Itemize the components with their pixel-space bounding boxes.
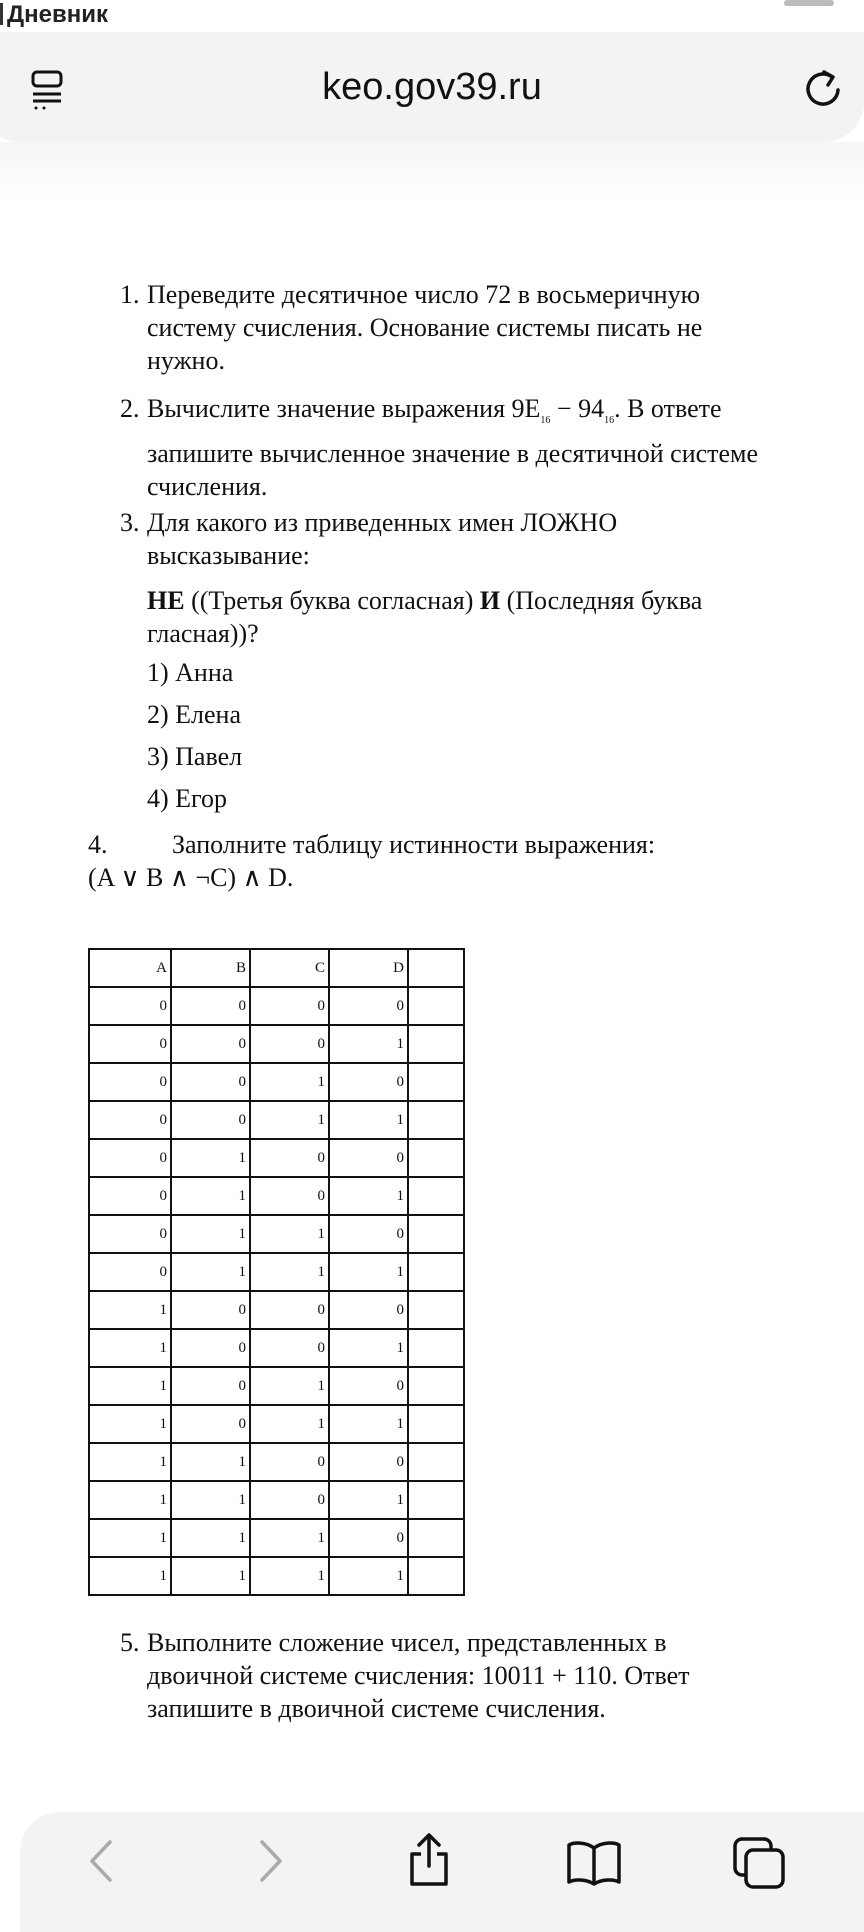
table-cell: 0 [250, 1177, 329, 1215]
table-row [89, 1405, 464, 1443]
table-cell: 0 [89, 1101, 171, 1139]
bookmarks-icon[interactable] [566, 1840, 616, 1890]
table-row [89, 1557, 464, 1595]
task-line: нужно. [147, 346, 225, 375]
task-line: Переведите десятичное число 72 в восьмеричную [147, 280, 701, 309]
table-row [89, 1367, 464, 1405]
table-cell[interactable] [408, 987, 464, 1025]
table-cell: 1 [329, 1557, 408, 1595]
table-row [89, 1443, 464, 1481]
option-1: 1) Анна [147, 658, 234, 687]
table-cell: 1 [250, 1405, 329, 1443]
table-row [89, 1063, 464, 1101]
table-cell: 0 [250, 987, 329, 1025]
table-cell: 0 [329, 1063, 408, 1101]
table-header-cell [408, 949, 464, 987]
table-cell: 0 [89, 1025, 171, 1063]
table-cell: 1 [329, 1101, 408, 1139]
spacer [147, 572, 847, 584]
task-line: гласная))? [147, 619, 259, 648]
truth-table [88, 948, 465, 1596]
table-cell: 0 [250, 1291, 329, 1329]
table-cell: 1 [250, 1215, 329, 1253]
expr-part: ((Третья буква согласная) [184, 586, 480, 615]
table-cell: 1 [89, 1329, 171, 1367]
table-cell: 1 [329, 1329, 408, 1367]
table-cell: 0 [171, 1101, 250, 1139]
table-row [89, 1253, 464, 1291]
task-line: высказывание: [147, 541, 310, 570]
task-line: счисления. [147, 472, 268, 501]
table-cell: 1 [171, 1557, 250, 1595]
expr-pre: Вычислите значение выражения 9E [147, 394, 541, 423]
table-cell: 0 [250, 1139, 329, 1177]
task-line: запишите вычисленное значение в десятичной системе [147, 439, 759, 468]
subscript: 16 [540, 415, 551, 426]
table-cell: 0 [89, 1063, 171, 1101]
table-row [89, 1025, 464, 1063]
task-text [147, 278, 847, 377]
task-line [147, 584, 847, 617]
table-cell: 1 [171, 1139, 250, 1177]
table-cell: 1 [329, 1481, 408, 1519]
table-row [89, 1291, 464, 1329]
table-cell: 1 [89, 1557, 171, 1595]
table-header-row [89, 949, 464, 987]
option-3: 3) Павел [147, 742, 243, 771]
table-row [89, 987, 464, 1025]
table-cell: 1 [171, 1215, 250, 1253]
task-number: 3. [120, 508, 140, 537]
status-app-label: Дневник [7, 1, 108, 28]
table-cell: 0 [329, 1291, 408, 1329]
task-expression: (A ∨ B ∧ ¬C) ∧ D. [88, 863, 294, 892]
forward-icon[interactable] [244, 1836, 294, 1886]
status-app-bar [0, 3, 3, 25]
url-text[interactable]: keo.gov39.ru [322, 66, 542, 108]
tabs-icon[interactable] [732, 1836, 782, 1886]
share-icon[interactable] [404, 1832, 454, 1882]
table-cell: 0 [250, 1481, 329, 1519]
address-bar-shadow [0, 142, 864, 202]
task-line: двоичной системе счисления: 10011 + 110. Ответ [147, 1661, 690, 1690]
table-cell: 1 [250, 1063, 329, 1101]
task-text: Заполните таблицу истинности выражения: [172, 830, 656, 859]
table-cell: 1 [89, 1291, 171, 1329]
table-row [89, 1481, 464, 1519]
table-cell: 0 [250, 1443, 329, 1481]
table-cell[interactable] [408, 1329, 464, 1367]
table-cell: 1 [250, 1253, 329, 1291]
table-cell: 0 [171, 1291, 250, 1329]
table-cell[interactable] [408, 1443, 464, 1481]
table-cell[interactable] [408, 1215, 464, 1253]
table-header-cell: A [89, 949, 171, 987]
option-4: 4) Егор [147, 784, 228, 813]
task-number: 4. [88, 830, 108, 859]
table-cell: 0 [171, 987, 250, 1025]
table-cell: 0 [89, 1177, 171, 1215]
table-cell: 1 [250, 1101, 329, 1139]
task-line: систему счисления. Основание системы писать не [147, 313, 703, 342]
table-row [89, 1101, 464, 1139]
table-cell[interactable] [408, 1557, 464, 1595]
option-2: 2) Елена [147, 700, 242, 729]
table-cell: 0 [171, 1063, 250, 1101]
table-cell[interactable] [408, 1291, 464, 1329]
table-row [89, 1329, 464, 1367]
table-cell[interactable] [408, 1253, 464, 1291]
table-cell: 1 [171, 1443, 250, 1481]
table-cell: 0 [89, 987, 171, 1025]
table-cell[interactable] [408, 1025, 464, 1063]
task-line: Выполните сложение чисел, представленных в [147, 1628, 667, 1657]
table-cell: 0 [89, 1253, 171, 1291]
table-header-cell: C [250, 949, 329, 987]
table-cell[interactable] [408, 1367, 464, 1405]
table-cell: 0 [89, 1215, 171, 1253]
table-cell[interactable] [408, 1405, 464, 1443]
expr-post: . В ответе [614, 394, 722, 423]
table-cell: 1 [171, 1177, 250, 1215]
table-cell: 1 [89, 1443, 171, 1481]
subscript: 16 [604, 415, 615, 426]
table-cell: 1 [329, 1253, 408, 1291]
task-text [147, 506, 847, 650]
table-row [89, 1215, 464, 1253]
table-cell[interactable] [408, 1139, 464, 1177]
task-text [147, 1626, 864, 1725]
table-cell: 1 [171, 1519, 250, 1557]
status-indicator [784, 0, 834, 6]
task-number: 5. [120, 1628, 140, 1657]
table-cell: 0 [329, 1443, 408, 1481]
table-row [89, 1139, 464, 1177]
table-cell: 1 [89, 1367, 171, 1405]
table-cell[interactable] [408, 1519, 464, 1557]
table-cell: 1 [89, 1519, 171, 1557]
table-cell: 1 [89, 1405, 171, 1443]
logic-and: И [479, 586, 501, 615]
table-header-cell: D [329, 949, 408, 987]
table-cell: 0 [171, 1329, 250, 1367]
table-cell: 1 [250, 1557, 329, 1595]
table-cell: 1 [89, 1481, 171, 1519]
table-cell: 1 [171, 1253, 250, 1291]
table-cell: 0 [171, 1405, 250, 1443]
task-line [147, 392, 864, 437]
table-cell: 0 [250, 1025, 329, 1063]
table-cell: 0 [329, 1139, 408, 1177]
table-cell: 1 [250, 1519, 329, 1557]
table-cell: 0 [329, 987, 408, 1025]
task-number: 1. [120, 280, 140, 309]
table-cell: 1 [250, 1367, 329, 1405]
table-cell[interactable] [408, 1063, 464, 1101]
back-icon[interactable] [78, 1836, 128, 1886]
table-cell: 0 [89, 1139, 171, 1177]
table-cell: 0 [329, 1367, 408, 1405]
table-cell: 1 [171, 1481, 250, 1519]
table-row [89, 1177, 464, 1215]
table-row [89, 1519, 464, 1557]
task-number: 2. [120, 394, 140, 423]
table-cell[interactable] [408, 1177, 464, 1215]
table-cell: 0 [171, 1367, 250, 1405]
status-app-name [0, 0, 108, 30]
table-cell[interactable] [408, 1481, 464, 1519]
table-cell: 0 [329, 1519, 408, 1557]
table-cell: 0 [171, 1025, 250, 1063]
expr-part: (Последняя буква [500, 586, 703, 615]
reload-icon[interactable] [802, 68, 844, 110]
table-cell: 1 [329, 1025, 408, 1063]
task-text [147, 392, 864, 503]
table-cell: 1 [329, 1177, 408, 1215]
task-line: запишите в двоичной системе счисления. [147, 1694, 606, 1723]
logic-not: НЕ [147, 586, 185, 615]
table-cell: 0 [329, 1215, 408, 1253]
expr-mid: − 94 [550, 394, 605, 423]
table-header-cell: B [171, 949, 250, 987]
task-line: Для какого из приведенных имен ЛОЖНО [147, 508, 618, 537]
table-cell[interactable] [408, 1101, 464, 1139]
table-cell: 0 [250, 1329, 329, 1367]
table-cell: 1 [329, 1405, 408, 1443]
